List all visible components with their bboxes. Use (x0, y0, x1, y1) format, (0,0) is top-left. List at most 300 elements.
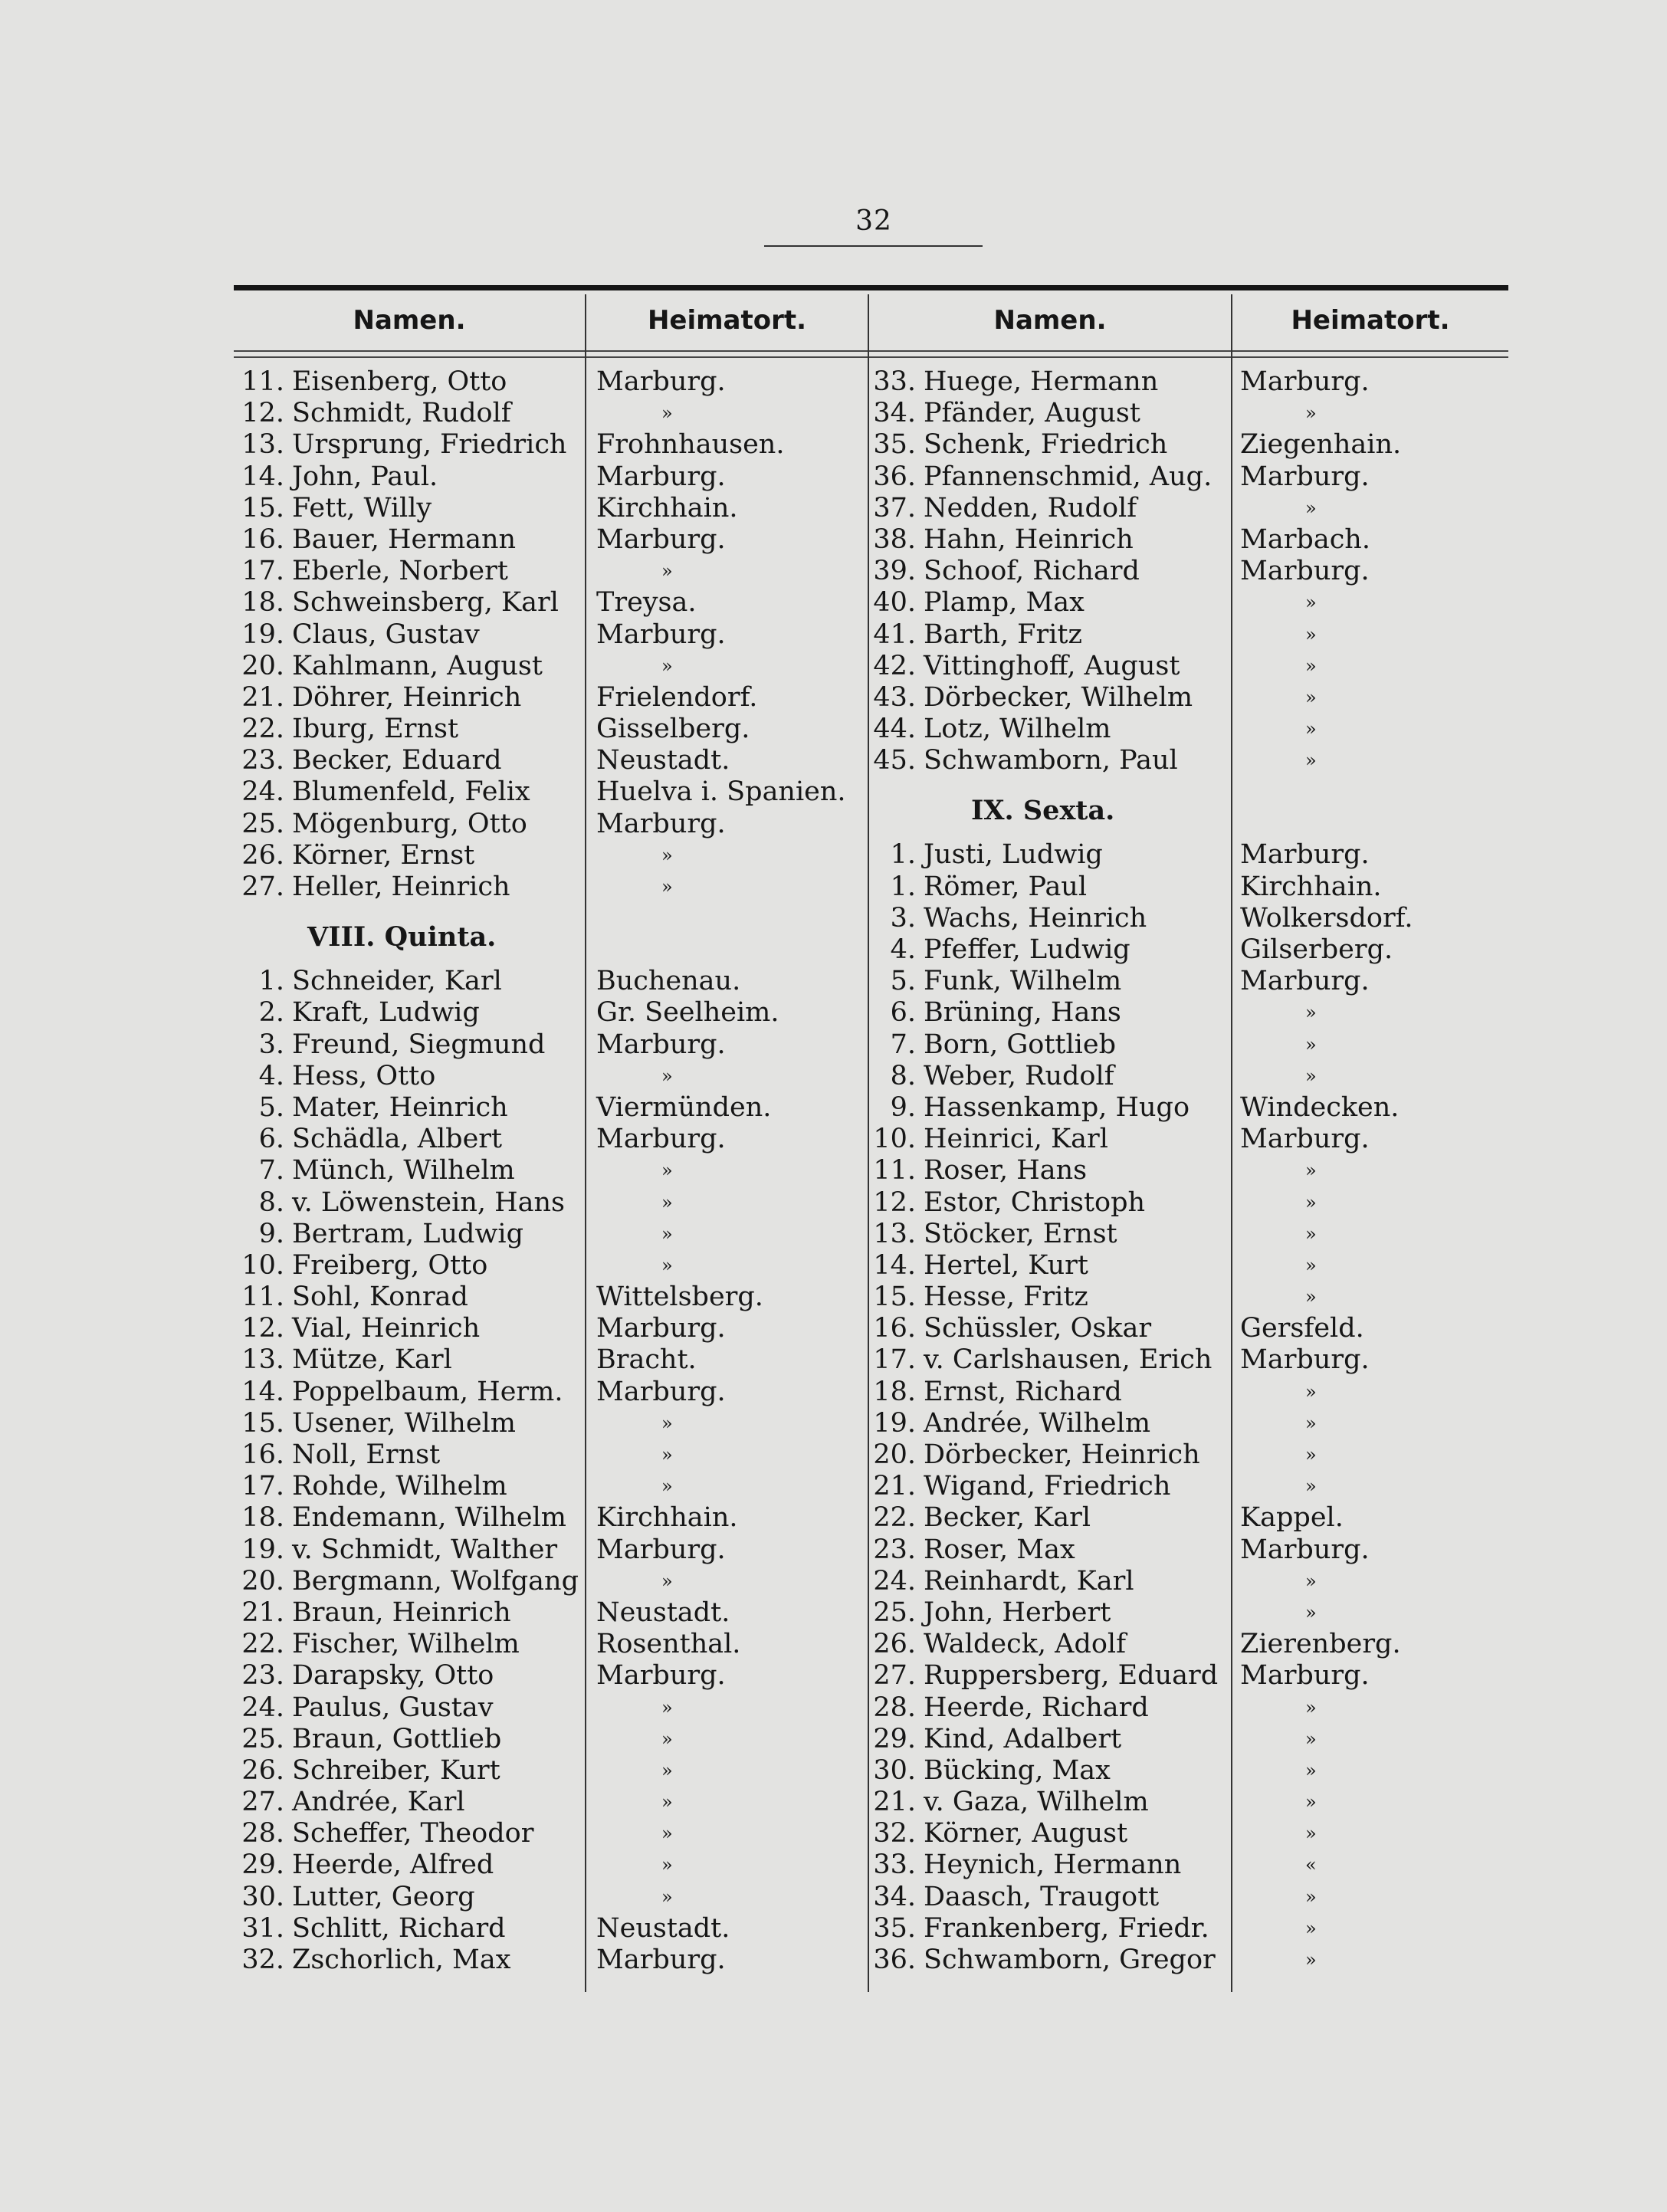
row-number: 13. (241, 1344, 284, 1376)
hometown-ditto-mark: » (661, 1191, 673, 1213)
table-row (241, 1502, 859, 1534)
table-row (873, 1629, 1506, 1660)
student-name: Hesse, Fritz (924, 1282, 1088, 1313)
student-name: Schoof, Richard (924, 556, 1140, 587)
hometown: Neustadt. (596, 745, 730, 776)
student-name: Waldeck, Adolf (924, 1629, 1127, 1660)
student-name: John, Herbert (924, 1597, 1111, 1628)
row-number: 19. (241, 1534, 284, 1565)
table-row (241, 1439, 859, 1471)
row-number: 14. (873, 1249, 916, 1281)
row-number: 8. (258, 1186, 284, 1218)
student-name: Estor, Christoph (924, 1186, 1146, 1218)
table-row (873, 429, 1506, 461)
hometown: Marburg. (1240, 556, 1370, 587)
hometown: Marburg. (1240, 1660, 1370, 1692)
row-number: 7. (258, 1155, 284, 1186)
table-row (241, 1313, 859, 1344)
student-name: Vial, Heinrich (292, 1313, 481, 1344)
table-row (241, 556, 859, 587)
hometown: Marbach. (1240, 523, 1370, 555)
table-row (873, 492, 1506, 524)
student-name: Körner, August (924, 1818, 1128, 1849)
hometown: Buchenau. (596, 966, 741, 997)
hometown-ditto-mark: » (1305, 1412, 1317, 1434)
row-number: 30. (873, 1754, 916, 1786)
hometown: Frielendorf. (596, 681, 758, 713)
table-row (873, 619, 1506, 651)
table-row (241, 1692, 859, 1724)
hometown-ditto-mark: » (661, 1791, 673, 1813)
hometown: Wittelsberg. (596, 1282, 763, 1313)
student-name: Roser, Max (924, 1534, 1075, 1565)
table-row (241, 1282, 859, 1313)
student-name: Braun, Gottlieb (292, 1723, 502, 1754)
table-row (873, 1754, 1506, 1787)
hometown-ditto-mark: » (661, 844, 673, 866)
row-number: 20. (873, 1439, 916, 1470)
student-name: Eisenberg, Otto (292, 366, 507, 397)
row-number: 4. (890, 934, 916, 965)
row-number: 18. (241, 1502, 284, 1534)
hometown-ditto-mark: » (1305, 1949, 1317, 1971)
student-name: Schlitt, Richard (292, 1912, 506, 1944)
hometown-ditto-mark: » (1305, 1696, 1317, 1718)
student-name: Kahlmann, August (292, 650, 543, 681)
header-rule-double (234, 356, 1508, 358)
hometown-ditto-mark: » (1305, 1570, 1317, 1592)
table-row (241, 745, 859, 776)
student-name: Bertram, Ludwig (292, 1218, 524, 1249)
table-row (873, 650, 1506, 682)
table-row (241, 1754, 859, 1787)
student-name: Becker, Karl (924, 1502, 1091, 1534)
row-number: 22. (241, 1629, 284, 1660)
row-number: 4. (258, 1060, 284, 1091)
hometown-ditto-mark: » (661, 1223, 673, 1245)
table-row (258, 997, 859, 1029)
row-number: 15. (241, 1407, 284, 1439)
student-name: Münch, Wilhelm (292, 1155, 515, 1186)
table-row (873, 587, 1506, 619)
hometown-ditto-mark: » (1305, 686, 1317, 708)
hometown: Marburg. (1240, 1344, 1370, 1376)
table-row (241, 1912, 859, 1945)
table-row (873, 1692, 1506, 1724)
student-name: Freiberg, Otto (292, 1249, 488, 1281)
header-right-heimatort: Heimatort. (1291, 305, 1450, 336)
row-number: 10. (873, 1124, 916, 1155)
row-number: 11. (873, 1155, 916, 1186)
student-name: Schädla, Albert (292, 1124, 503, 1155)
hometown-ditto-mark: » (661, 1696, 673, 1718)
hometown-ditto-mark: » (1305, 655, 1317, 677)
row-number: 29. (241, 1849, 284, 1881)
student-name: Weber, Rudolf (924, 1060, 1114, 1091)
student-name: Huege, Hermann (924, 366, 1159, 397)
student-name: Pfannenschmid, Aug. (924, 461, 1213, 492)
hometown-ditto-mark: » (1305, 1475, 1317, 1498)
student-name: Justi, Ludwig (924, 839, 1103, 871)
row-number: 23. (241, 1660, 284, 1692)
hometown: Treysa. (596, 587, 697, 619)
table-row (873, 556, 1506, 587)
table-row (873, 1502, 1506, 1534)
hometown: Marburg. (596, 366, 726, 397)
row-number: 14. (241, 461, 284, 492)
row-number: 5. (890, 966, 916, 997)
row-number: 37. (873, 492, 916, 523)
student-name: Schreiber, Kurt (292, 1754, 500, 1786)
row-number: 21. (241, 681, 284, 713)
student-name: Vittinghoff, August (924, 650, 1180, 681)
student-name: Endemann, Wilhelm (292, 1502, 566, 1534)
row-number: 11. (241, 366, 284, 397)
table-row (241, 366, 859, 398)
hometown-ditto-mark: » (661, 1444, 673, 1465)
student-name: Hess, Otto (292, 1060, 436, 1091)
row-number: 12. (241, 1313, 284, 1344)
hometown: Gisselberg. (596, 714, 750, 745)
student-name: Schweinsberg, Karl (292, 587, 559, 619)
table-row (241, 1945, 859, 1976)
hometown-ditto-mark: » (1305, 1002, 1317, 1024)
section-quinta-title: VIII. Quinta. (307, 921, 497, 953)
row-number: 5. (258, 1091, 284, 1123)
table-row (241, 1849, 859, 1881)
row-number: 8. (890, 1060, 916, 1091)
row-number: 13. (241, 429, 284, 461)
table-row (873, 1945, 1506, 1976)
hometown: Marburg. (596, 1124, 726, 1155)
row-number: 23. (873, 1534, 916, 1565)
table-row (241, 1344, 859, 1376)
row-number: 11. (241, 1282, 284, 1313)
student-name: Stöcker, Ernst (924, 1218, 1117, 1249)
row-number: 9. (890, 1091, 916, 1123)
row-number: 3. (890, 902, 916, 934)
hometown-ditto-mark: » (661, 1854, 673, 1876)
table-row (873, 1912, 1506, 1945)
row-number: 24. (241, 776, 284, 808)
table-row (873, 1723, 1506, 1755)
row-number: 16. (241, 523, 284, 555)
hometown: Neustadt. (596, 1912, 730, 1944)
table-row (241, 1787, 859, 1818)
student-name: John, Paul. (292, 461, 438, 492)
hometown: Marburg. (1240, 461, 1370, 492)
row-number: 1. (890, 871, 916, 902)
student-name: Schmidt, Rudolf (292, 398, 511, 429)
hometown: Marburg. (596, 1313, 726, 1344)
table-row (241, 839, 859, 871)
table-row (890, 839, 1506, 871)
student-name: Schüssler, Oskar (924, 1313, 1152, 1344)
student-name: Wachs, Heinrich (924, 902, 1147, 934)
hometown: Marburg. (596, 461, 726, 492)
student-name: Freund, Siegmund (292, 1029, 546, 1060)
row-number: 18. (241, 587, 284, 619)
table-row (241, 1471, 859, 1502)
hometown: Marburg. (1240, 839, 1370, 871)
hometown: Gersfeld. (1240, 1313, 1364, 1344)
row-number: 17. (241, 1471, 284, 1502)
row-number: 36. (873, 461, 916, 492)
hometown-ditto-mark: » (661, 1412, 673, 1434)
student-name: Hassenkamp, Hugo (924, 1091, 1190, 1123)
table-row (241, 1881, 859, 1913)
hometown: Marburg. (1240, 366, 1370, 397)
student-name: Bauer, Hermann (292, 523, 517, 555)
student-name: Barth, Fritz (924, 619, 1082, 650)
hometown: Marburg. (596, 1945, 726, 1975)
hometown: Bracht. (596, 1344, 697, 1376)
hometown: Marburg. (596, 1534, 726, 1565)
hometown: Marburg. (596, 523, 726, 555)
hometown-ditto-mark: » (661, 1254, 673, 1276)
row-number: 20. (241, 650, 284, 681)
row-number: 14. (241, 1376, 284, 1407)
hometown-ditto-mark: » (1305, 1286, 1317, 1308)
student-name: Noll, Ernst (292, 1439, 441, 1470)
student-name: Hahn, Heinrich (924, 523, 1134, 555)
hometown: Kirchhain. (596, 492, 738, 523)
hometown-ditto-mark: » (1305, 1444, 1317, 1465)
table-row (241, 1407, 859, 1439)
student-name: Reinhardt, Karl (924, 1565, 1134, 1597)
student-name: v. Carlshausen, Erich (924, 1344, 1213, 1376)
row-number: 39. (873, 556, 916, 587)
table-row (873, 523, 1506, 556)
row-number: 41. (873, 619, 916, 650)
table-row (890, 966, 1506, 997)
hometown-ditto-mark: » (1305, 402, 1317, 425)
row-number: 9. (258, 1218, 284, 1249)
student-name: Dörbecker, Wilhelm (924, 681, 1193, 713)
table-row (873, 1282, 1506, 1313)
table-row (241, 681, 859, 714)
row-number: 27. (241, 871, 284, 902)
student-name: Schneider, Karl (292, 966, 502, 997)
hometown: Marburg. (596, 1376, 726, 1407)
row-number: 6. (890, 997, 916, 1029)
student-name: Lotz, Wilhelm (924, 714, 1111, 745)
student-name: Andrée, Wilhelm (924, 1407, 1151, 1439)
table-row (241, 587, 859, 619)
table-row (258, 1186, 859, 1219)
page-number: 32 (855, 205, 892, 237)
table-row (241, 1723, 859, 1755)
student-name: Wigand, Friedrich (924, 1471, 1171, 1502)
table-row (241, 1565, 859, 1597)
student-name: Heinrici, Karl (924, 1124, 1108, 1155)
center-divider (868, 294, 869, 1992)
row-number: 42. (873, 650, 916, 681)
table-row (241, 714, 859, 745)
row-number: 32. (241, 1945, 284, 1975)
hometown: Gr. Seelheim. (596, 997, 779, 1029)
row-number: 24. (241, 1692, 284, 1723)
student-name: Born, Gottlieb (924, 1029, 1116, 1060)
student-name: Daasch, Traugott (924, 1881, 1160, 1912)
student-name: Sohl, Konrad (292, 1282, 468, 1313)
table-row (241, 1660, 859, 1692)
row-number: 40. (873, 587, 916, 619)
row-number: 13. (873, 1218, 916, 1249)
row-number: 32. (873, 1818, 916, 1849)
row-number: 44. (873, 714, 916, 745)
student-name: Claus, Gustav (292, 619, 480, 650)
hometown-ditto-mark: » (1305, 1033, 1317, 1055)
table-row (873, 1124, 1506, 1155)
table-row (890, 871, 1506, 903)
student-name: Heerde, Richard (924, 1692, 1149, 1723)
table-row (873, 1376, 1506, 1408)
table-row (241, 461, 859, 493)
hometown: Marburg. (596, 1029, 726, 1060)
hometown: Gilserberg. (1240, 934, 1393, 965)
table-row (258, 1029, 859, 1061)
student-name: Rohde, Wilhelm (292, 1471, 507, 1502)
table-row (258, 1091, 859, 1124)
student-name: Becker, Eduard (292, 745, 502, 776)
hometown-ditto-mark: » (661, 1885, 673, 1908)
student-name: Döhrer, Heinrich (292, 681, 522, 713)
table-row (241, 523, 859, 556)
table-row (241, 1534, 859, 1566)
student-name: Heynich, Hermann (924, 1849, 1182, 1881)
student-name: Fischer, Wilhelm (292, 1629, 520, 1660)
hometown: Windecken. (1240, 1091, 1400, 1123)
row-number: 29. (873, 1723, 916, 1754)
hometown-ditto-mark: » (1305, 1191, 1317, 1213)
student-name: Schwamborn, Gregor (924, 1945, 1216, 1975)
row-number: 1. (258, 966, 284, 997)
student-name: Brüning, Hans (924, 997, 1121, 1029)
hometown-ditto-mark: » (1305, 592, 1317, 614)
hometown-ditto-mark: » (661, 1728, 673, 1750)
hometown-ditto-mark: » (661, 1160, 673, 1182)
student-name: Darapsky, Otto (292, 1660, 494, 1692)
row-number: 1. (890, 839, 916, 871)
table-row (241, 1597, 859, 1629)
table-row (241, 1249, 859, 1282)
table-row (258, 1124, 859, 1155)
student-name: Scheffer, Theodor (292, 1818, 534, 1849)
row-number: 22. (873, 1502, 916, 1534)
table-row (258, 966, 859, 997)
table-row (241, 1818, 859, 1849)
student-name: Usener, Wilhelm (292, 1407, 516, 1439)
student-name: Römer, Paul (924, 871, 1088, 902)
table-row (873, 1155, 1506, 1186)
table-row (873, 1849, 1506, 1881)
row-number: 15. (873, 1282, 916, 1313)
row-number: 25. (241, 808, 284, 839)
hometown: Marburg. (1240, 1124, 1370, 1155)
student-name: Iburg, Ernst (292, 714, 459, 745)
hometown-ditto-mark: » (661, 1823, 673, 1845)
hometown-ditto-mark: » (1305, 1160, 1317, 1182)
hometown-ditto-mark: » (661, 1759, 673, 1781)
row-number: 45. (873, 745, 916, 776)
row-number: 20. (241, 1565, 284, 1597)
hometown: Marburg. (596, 619, 726, 650)
student-name: Pfeffer, Ludwig (924, 934, 1130, 965)
student-name: Dörbecker, Heinrich (924, 1439, 1200, 1470)
student-name: Heerde, Alfred (292, 1849, 494, 1881)
student-name: Poppelbaum, Herm. (292, 1376, 563, 1407)
hometown-ditto-mark: » (1305, 1223, 1317, 1245)
row-number: 26. (241, 839, 284, 871)
table-row (890, 1091, 1506, 1124)
row-number: 18. (873, 1376, 916, 1407)
table-row (890, 934, 1506, 966)
student-name: Ernst, Richard (924, 1376, 1122, 1407)
student-name: Eberle, Norbert (292, 556, 508, 587)
row-number: 19. (873, 1407, 916, 1439)
student-name: Paulus, Gustav (292, 1692, 494, 1723)
row-number: 23. (241, 745, 284, 776)
table-row (241, 619, 859, 651)
hometown-ditto-mark: » (1305, 1791, 1317, 1813)
row-number: 33. (873, 1849, 916, 1881)
table-row (873, 398, 1506, 429)
student-name: Roser, Hans (924, 1155, 1088, 1186)
hometown: Frohnhausen. (596, 429, 785, 461)
hometown-ditto-mark: » (661, 655, 673, 677)
student-name: Heller, Heinrich (292, 871, 510, 902)
row-number: 16. (873, 1313, 916, 1344)
student-name: Schenk, Friedrich (924, 429, 1168, 461)
hometown-ditto-mark: » (1305, 1759, 1317, 1781)
row-number: 25. (241, 1723, 284, 1754)
hometown: Marburg. (596, 808, 726, 839)
hometown-ditto-mark: » (661, 402, 673, 425)
table-row (873, 1344, 1506, 1376)
row-number: 6. (258, 1124, 284, 1155)
row-number: 33. (873, 366, 916, 397)
hometown-ditto-mark: » (1305, 1065, 1317, 1087)
hometown-ditto-mark: » (1305, 1601, 1317, 1623)
row-number: 19. (241, 619, 284, 650)
table-row (873, 681, 1506, 714)
row-number: 17. (241, 556, 284, 587)
student-name: Kind, Adalbert (924, 1723, 1122, 1754)
table-row (258, 1218, 859, 1250)
row-number: 3. (258, 1029, 284, 1060)
table-row (873, 1249, 1506, 1282)
table-row (873, 1565, 1506, 1597)
table-row (873, 1881, 1506, 1913)
student-name: Schwamborn, Paul (924, 745, 1178, 776)
hometown: Wolkersdorf. (1240, 902, 1413, 934)
table-row (873, 745, 1506, 776)
table-row (873, 1407, 1506, 1439)
table-row (258, 1155, 859, 1186)
hometown-ditto-mark: » (661, 1570, 673, 1592)
hometown-ditto-mark: » (1305, 1885, 1317, 1908)
hometown: Huelva i. Spanien. (596, 776, 846, 808)
table-row (873, 1313, 1506, 1344)
section-sexta-title: IX. Sexta. (971, 795, 1115, 827)
student-name: Frankenberg, Friedr. (924, 1912, 1209, 1944)
row-number: 34. (873, 1881, 916, 1912)
row-number: 35. (873, 429, 916, 461)
table-row (873, 1660, 1506, 1692)
student-name: Funk, Wilhelm (924, 966, 1122, 997)
student-name: Mütze, Karl (292, 1344, 452, 1376)
